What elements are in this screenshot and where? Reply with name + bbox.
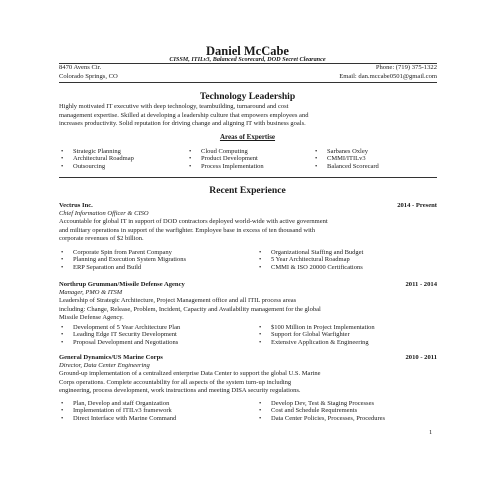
- highlight-column: [257, 249, 437, 271]
- contact-row-1: [59, 64, 437, 71]
- expertise-item: • Architectural Roadmap: [59, 155, 187, 162]
- expertise-item: • CMMI/ITILv3: [313, 155, 437, 162]
- highlight-item: • Support for Global Warfighter: [257, 331, 437, 338]
- contact-row-2: [59, 73, 437, 80]
- job-description-line: engineering, process development, work instructions and meeting DISA security regulations.: [59, 387, 301, 395]
- address-line-2: Colorado Springs, CO: [59, 73, 118, 80]
- candidate-name: Daniel McCabe: [206, 44, 289, 58]
- job-description-line: Ground-up implementation of a centralized enterprise Data Center to support the global U.S. Marine: [59, 370, 321, 377]
- job-highlights: [59, 400, 437, 422]
- job-highlights: [59, 249, 437, 271]
- job-description-line: corporate revenues of $2 billion.: [59, 235, 144, 243]
- job-company: Vectrus Inc.: [59, 202, 93, 209]
- job-company: General Dynamics/US Marine Corps: [59, 354, 163, 361]
- expertise-item: • Balanced Scorecard: [313, 163, 437, 170]
- highlight-item: • Implementation of ITILv3 framework: [59, 407, 257, 414]
- highlight-column: [257, 324, 437, 346]
- job-role: Director, Data Center Engineering: [59, 362, 150, 369]
- job-description-line: Corps operations. Complete accountability for all aspects of the system turn-up including: [59, 378, 292, 386]
- job-description-line: Missile Defense Agency.: [59, 314, 124, 322]
- summary-line: Highly motivated IT executive with deep technology, teambuilding, turnaround and cost: [59, 103, 289, 110]
- job-header: [59, 202, 437, 209]
- section-divider: [59, 177, 437, 178]
- highlight-item: • Organizational Staffing and Budget: [257, 249, 437, 256]
- phone: Phone: (719) 375-1322: [375, 64, 437, 71]
- job-role: Chief Information Officer & CISO: [59, 210, 149, 217]
- highlight-item: • Proposal Development and Negotiations: [59, 339, 257, 346]
- page-number: 1: [429, 429, 433, 436]
- job-dates: 2014 - Present: [397, 202, 437, 209]
- highlight-item: • Cost and Schedule Requirements: [257, 407, 437, 414]
- expertise-column: [59, 148, 187, 170]
- certifications-line: CISSM, ITILv3, Balanced Scorecard, DOD Secret Clearance: [169, 56, 326, 63]
- expertise-item: • Process Implementation: [187, 163, 313, 170]
- expertise-title: Areas of Expertise: [219, 133, 276, 141]
- highlight-item: • Leading Edge IT Security Development: [59, 331, 257, 338]
- expertise-item: • Outsourcing: [59, 163, 187, 170]
- address-line-1: 8470 Avens Cir.: [59, 64, 102, 71]
- job-dates: 2011 - 2014: [405, 281, 437, 288]
- summary-paragraph: [59, 103, 437, 129]
- job-highlights: [59, 324, 437, 346]
- highlight-column: [59, 249, 257, 271]
- highlight-item: • CMMI & ISO 20000 Certifications: [257, 264, 437, 271]
- highlight-item: • Develop Dev, Test & Staging Processes: [257, 400, 437, 407]
- job-description: [59, 370, 437, 396]
- job-description-line: Accountable for global IT in support of DOD contractors deployed world-wide with active government: [59, 218, 328, 225]
- contact-divider: [59, 82, 437, 83]
- highlight-item: • $100 Million in Project Implementation: [257, 324, 437, 331]
- expertise-column: [313, 148, 437, 170]
- highlight-item: • Development of 5 Year Architecture Plan: [59, 324, 257, 331]
- summary-title: Technology Leadership: [199, 91, 296, 102]
- highlight-column: [59, 400, 257, 422]
- expertise-column: [187, 148, 313, 170]
- expertise-item: • Strategic Planning: [59, 148, 187, 155]
- job-description-line: Leadership of Strategic Architecture, Project Management office and all ITIL process areas: [59, 297, 297, 304]
- expertise-item: • Product Development: [187, 155, 313, 162]
- highlight-column: [59, 324, 257, 346]
- experience-title: Recent Experience: [209, 185, 286, 196]
- summary-line: management expertise. Skilled at developing a leadership culture that empowers employees and: [59, 111, 309, 119]
- job-header: [59, 354, 437, 361]
- job-company: Northrup Grumman/Missile Defense Agency: [59, 281, 185, 288]
- highlight-item: • 5 Year Architectural Roadmap: [257, 256, 437, 263]
- job-description: [59, 297, 437, 323]
- job-description: [59, 218, 437, 244]
- expertise-item: • Sarbanes Oxley: [313, 148, 437, 155]
- job-description-line: and military operations in support of the warfighter. Employee base in excess of ten thousand with: [59, 226, 315, 234]
- highlight-item: • Direct Interface with Marine Command: [59, 415, 257, 422]
- highlight-item: • Data Center Policies, Processes, Procedures: [257, 415, 437, 422]
- highlight-column: [257, 400, 437, 422]
- job-header: [59, 281, 437, 288]
- expertise-list: [59, 148, 437, 170]
- job-description-line: including: Change, Release, Problem, Incident, Capacity and Availability management for the global: [59, 305, 321, 313]
- expertise-item: • Cloud Computing: [187, 148, 313, 155]
- summary-line: increases productivity. Solid reputation for driving change and aligning IT with business goals.: [59, 120, 306, 128]
- email: Email: dan.mccabe0501@gmail.com: [339, 73, 437, 80]
- highlight-item: • Corporate Spin from Parent Company: [59, 249, 257, 256]
- highlight-item: • Extensive Application & Engineering: [257, 339, 437, 346]
- highlight-item: • Plan, Develop and staff Organization: [59, 400, 257, 407]
- job-dates: 2010 - 2011: [405, 354, 437, 361]
- highlight-item: • Planning and Execution System Migrations: [59, 256, 257, 263]
- job-role: Manager, PMO & ITSM: [59, 289, 123, 296]
- highlight-item: • ERP Separation and Build: [59, 264, 257, 271]
